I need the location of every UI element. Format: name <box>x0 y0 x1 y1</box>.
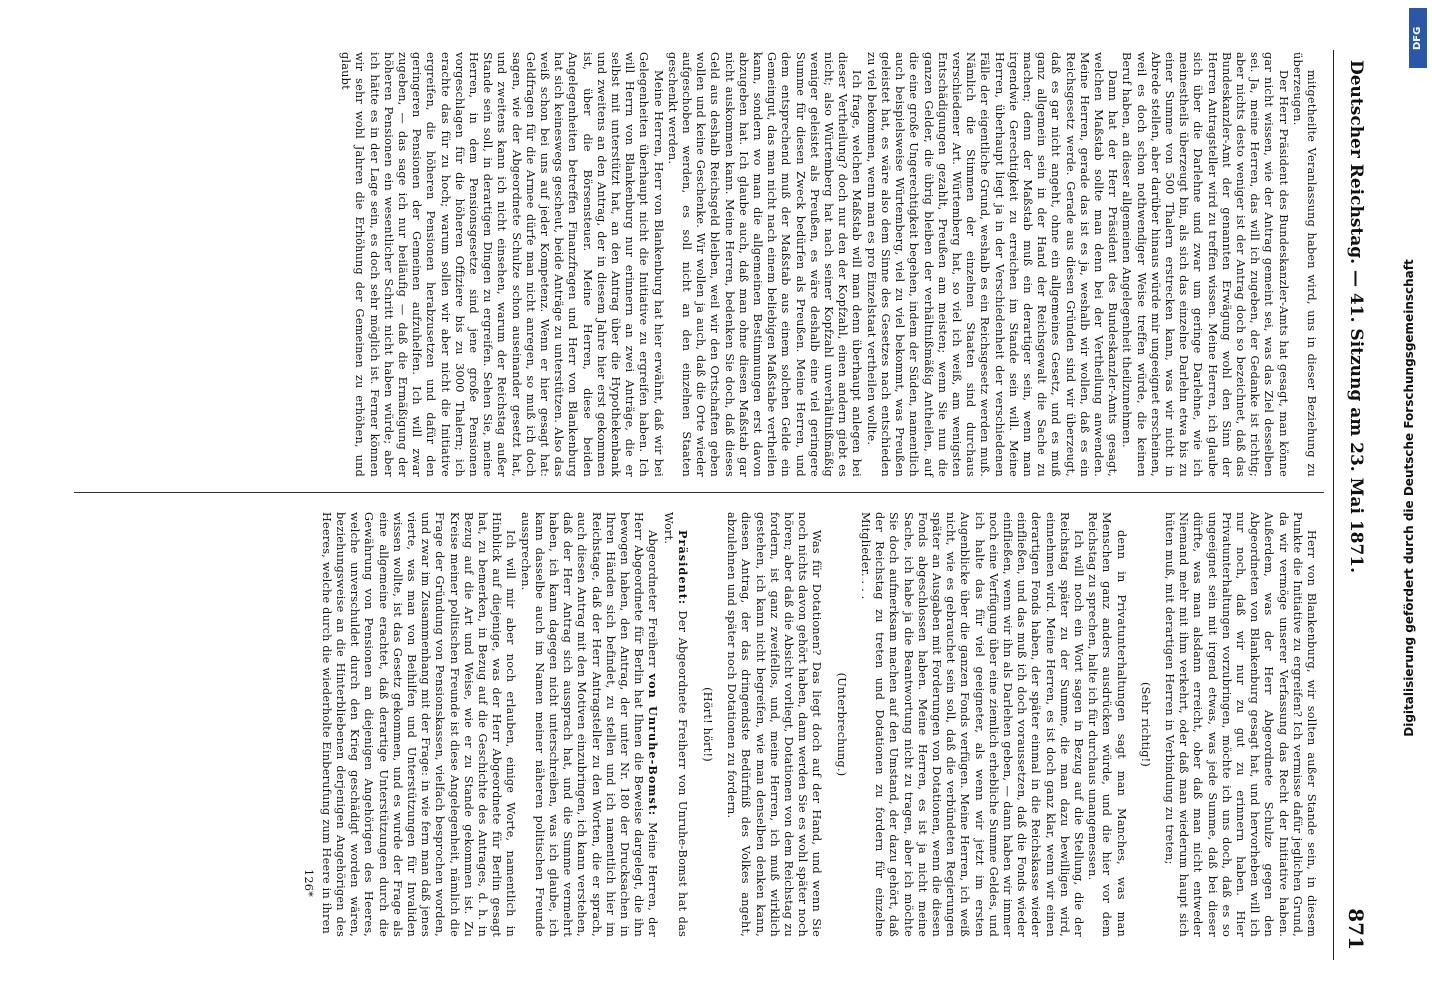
paragraph: Herr von Blankenburg, wir sollten außer Stande sein, in diesem Punkte die Initiative zu ergreifen? Ich vermisse dafür jeglichen Grund, da wir vermöge unserer Verfassung das Recht der Initiative haben. Außerdem, was der Herr Abgeordnete Schulze gegen den Abgeordneten von Blankenburg gesagt hat, und hervorheben will ich nur noch, daß wir nur zu gut zu erinnern haben. Hier Privatunterhaltungen vorzubringen, möchte ich uns doch, daß es so ungeeignet sein mit irgend etwas, was jede Summe, daß bei dieser dürfte, was man alsdann erreicht, ober daß man nicht entweder Niemand mehr mit ihm verkehrt, oder daß man wiederum haupt sich hüten muß, mit derartigen Herren in Verbindung zu treten; <box>1162 512 1318 937</box>
header-rule <box>1333 50 1334 960</box>
interjection: (Unterbrechung.) <box>834 672 848 777</box>
dfg-logo: DFG <box>1409 8 1427 68</box>
paragraph: denn in Privatunterhaltungen sagt man Manches, was man Menschen ganz anders ausdrücken würde, und die hier vor dem Reichstag zu sprechen, halte ich für durchaus unangemessen. <box>1086 512 1128 937</box>
page-number: 871 <box>1344 908 1368 950</box>
president-label: Präsident: <box>675 530 690 606</box>
paragraph: Was für Dotationen? Das liegt doch auf der Hand, und wenn Sie noch nichts davon gehört haben, dann werden Sie es wohl später noch hören; aber daß die Absicht vorliegt, Dotationen von dem Reichstag zu fordern, ist ganz zweifellos, und, meine Herren, ich muß wirklich gestehen, ich kann nicht begreifen, wie man denselben denken kann, diesen Antrag, der das dringendste Bedürfniß des Volkes angeht, abzulehnen und später noch Dotationen zu fordern. <box>725 512 824 937</box>
page-header <box>1336 30 1376 970</box>
right-column <box>68 512 1318 937</box>
paragraph: Meine Herren, Herr von Blankenburg hat hier erwähnt, daß wir bei Gelegenheiten überhaupt nicht die Initiative zu ergreifen haben. Ich will Herrn von Blankenburg nur erinnern an zwei Anträge, die er selbst mit unterstützt hat, an den Antrag über die Hypothekenbank und zweitens an den Antrag, der in diesem Jahre hier erst gekommen ist, über die Börsensteuer. Meine Herren, diese beiden Angelegenheiten betreffen Finanzfragen und Herr von Blankenburg hat sich keineswegs gescheut, beide Anträge zu unterstützen. Also das weiß schon bei uns auf jeder Kompetenz. Wenn er hier gesagt hat: Geldfragen für die Armee dürfe man nicht anregen, so muß ich doch sagen, wie der Abgeordnete Schulze schon auseinander gesetzt hat, und zweitens kann ich nicht einsehen, warum der Reichstag außer Stande sein soll, in derartigen Dingen zu ergreifen. Sehen Sie, meine Herren, in dem Pensionsgesetze sind jene große Pensionen vorgeschlagen für die höheren Offiziere bis zu 3000 Thalern; ich erachte das für zu hoch; warum sollen wir aber nicht die Initiative ergreifen, die höheren Pensionen herabzusetzen und dafür den geringeren Pensionen der Gemeinen aufzuhelfen. Ich will zwar zugeben, — das sage ich nur beiläufig — daß die Ermäßigung der höheren Pensionen ein wesentlicher Schritt nicht haben würde; aber ich hätte es in der Lage sein, es doch sehr möglich ist. Ferner können wir sehr wohl Jahren die Erhöhung der Gemeinen zu erhöhen, und glaubt <box>339 52 665 477</box>
paragraph: Ich will noch ein Wort sagen in Bezug auf die Stellung, die der Reichstag später zu der Summe, die man dazu bewilligen wird, einnehmen wird. Meine Herren, es ist doch ganz klar, wenn wir einen derartigen Fonds haben, der später einmal in die Reichskasse wieder einfließen, und das muß ich doch voraussetzen, daß die Fonds wieder einfließen, wenn wir ihn als Darlehen geben, — dann haben wir immer noch eine Verfügung über eine ziemlich erhebliche Summe Geldes, und ich halte das für viel geeigneter, als wenn wir jetzt im ersten Augenblicke über die ganzen Fonds verfügen. Meine Herren, ich weiß nicht, wie es gebrauchet sein soll, daß die verbündeten Regierungen später an Ausgaben mit Forderungen von Dotationen, wenn die diesen Fonds abgeschlossen haben. Meine Herren, es ist ja nicht meine Sache, ich habe ja die Beantwortung nicht zu tragen, aber ich möchte Sie doch aufmerksam machen auf den Umstand, der dazu gehört, daß der Reichstag zu treten und Dotationen zu fordern für einzelne Mitglieder. . . . <box>858 512 1085 937</box>
interjection: (Hört! hört!) <box>701 687 715 762</box>
paragraph: Meine Herren, der Herr Abgeordnete für Berlin hat Ihnen die Beweise dargelegt, die ihn bewogen haben, den Antrag, der unter Nr. 180 der Drucksachen in Ihren Händen sich befindet, zu stellen und ich namentlich hier im Reichstage, daß der Herr Antragsteller zu den Worten, die er sprach, auch diesen Antrag mit den Motiven einzubringen, ich kann verstehen, daß der Herr Antrag sich aussprach hat, und die Summe vermehrt haben, ich kann dagegen nicht unterschreiben, was ich glaube, ich kann dasselbe auch im Namen meiner näheren politischen Freunde aussprechen. <box>518 512 660 938</box>
paragraph: Der Herr Präsident des Bundeskanzler-Amts hat gesagt, man könne gar nicht wissen, wie der Antrag gemeint sei, was das Ziel desselben sei. Ja, meine Herren, das will ich zugeben, der Gedanke ist richtig; aber nichts desto weniger ist der Antrag doch so bezeichnet, daß das Bundeskanzler-Amt der genannten Erwägung wohl den Sinn der Herren Antragsteller wird zu treffen wissen. Meine Herren, ich glaube sich über die Darlehne und zwar um geringe Darlehne, wie ich meinestheils überzeugt bin, als sich das einzelne Darlehn etwa bis zu einer Summe von 500 Thalern erstrecken kann, was wir nicht in Abrede stellen, aber darüber hinaus würde mir ungeeignet erscheinen, weil es doch schon nothwendiger Weise treffen würde, die keinen Beruf haben, an dieser allgemeinen Angelegenheit theilzunehmen. <box>1120 52 1290 477</box>
running-head: Deutscher Reichstag. — 41. Sitzung am 23. Mai 1871. <box>1346 60 1366 574</box>
rotated-page-body <box>56 30 1376 970</box>
paragraph: Ich will mir aber noch erlauben, einige Worte, namentlich in Hinblick auf diejenige, was der Herr Abgeordnete für Berlin gesagt hat, zu bemerken, in Bezug auf die Geschichte des Antrages, d. h. in Bezug auf die Art und Weise, wie er zu Stande gekommen ist. Zu Kreise meiner politischen Freunde ist diese Angelegenheit, nämlich die Frage der Gründung von Pensionskassen, vielfach besprochen worden, und zwar im Zusammenhang mit der Frage: in wie fern man daß jenes vierte, was man von Beihilfen und Unterstützungen für Invaliden wissen wollte, ist das Gesetz gekommen, und es wurde der Frage als eine allgemeine erachtet, daß derartige Unterstützungen durch die Gewährung von Pensionen an diejenigen Angehörigen des Heeres, welche unverschuldet durch den Krieg geschädigt worden wären, beziehungsweise an die Hinterbliebenen derjenigen Angehörigen des Heeres, welche durch die wiederholte Einberufung zum Heere in ihren <box>319 512 518 937</box>
left-column <box>68 52 1318 477</box>
sheet-number: 126* <box>301 868 315 897</box>
paragraph: mitgetheilte Veranlassung haben wird, uns in dieser Beziehung zu überzeugen. <box>1290 52 1318 477</box>
president-line <box>660 512 689 937</box>
speaker-intro: Abgeordneter Freiherr <box>646 530 660 668</box>
digitization-credit: Digitalisierung gefördert durch die Deutsche Forschungsgemeinschaft <box>1402 259 1416 737</box>
speaker-name: von Unruhe-Bomst: <box>646 673 661 817</box>
president-text: Der Abgeordnete Freiherr von Unruhe-Bomst hat das Wort. <box>661 512 689 938</box>
speaker-line <box>517 512 660 937</box>
column-separator <box>74 492 1324 493</box>
paragraph: Ich frage, welchen Maßstab will man denn überhaupt anlegen bei dieser Vertheilung? doch nur den der Kopfzahl, einen andern giebt es nicht; also Würtemberg hat nach seiner Kopfzahl unverhältnißmäßig weniger geleistet als Preußen, es wäre deshalb eine viel geringere Summe für diesen Zweck bedürfen als Preußen. Meine Herren, und dem entsprechend muß der Maßstab aus einem solchen Gelde ein Gemeingut, das man nicht nach einem beliebigen Maßstabe vertheilen kann, sondern wo man die allgemeinen Bestimmungen erst davon abzugeben hat. Ich glaube auch, daß man ohne diesen Maßstab gar nicht auskommen kann. Meine Herren, bedenken Sie doch, daß dieses Geld aus deshalb Reichsgeld bleiben, weil wir den Ortschaften geben wollen und keine Geschenke. Wir wollen ja auch, daß die Orte wieder aufgeschoben werden, es soll nicht an den einzelnen Staaten geschenkt werden. <box>665 52 864 477</box>
paragraph: Dann hat der Herr Präsident des Bundeskanzler-Amts gesagt, welchen Maßstab sollte man denn bei der Vertheilung anwenden. Meine Herren, gerade das ist es ja, weshalb wir wollen, daß es ein Reichsgesetz werde. Gerade aus diesen Gründen sind wir überzeugt, daß es gar nicht angeht, ohne ein allgemeines Gesetz, und es muß ganz allgemein sein in der Hand der Reichsgewalt die Sache zu machen; denn der Maßstab muß ein derartiger sein, wenn man irgendwie Gerechtigkeit zu erreichen im Stande sein will. Meine Herren, überhaupt liegt ja in der Verschiedenheit der verschiedenen Fälle der eigentliche Grund, weshalb es ein Reichsgesetz werden muß. Nämlich die Stimmen der einzelnen Staaten sind durchaus verschiedener Art. Würtemberg hat, so viel ich weiß, am wenigsten Entschädigungen gezahlt, Preußen am meisten; wenn Sie nun die ganzen Gelder, die übrig bleiben der verhältnißmäßig Antheilen, auf die eine große Ungerechtigkeit begehen, indem der Süden, namentlich auch beispielsweise Würtemberg, viel zu viel bekommt, was Preußen geleistet hat, es wäre also dem Sinne des Gesetzes nach entschieden zu viel bekommen, wenn man es pro Einzelstaat vertheilen wollte. <box>864 52 1120 477</box>
interjection: (Sehr richtig!) <box>1138 681 1152 768</box>
